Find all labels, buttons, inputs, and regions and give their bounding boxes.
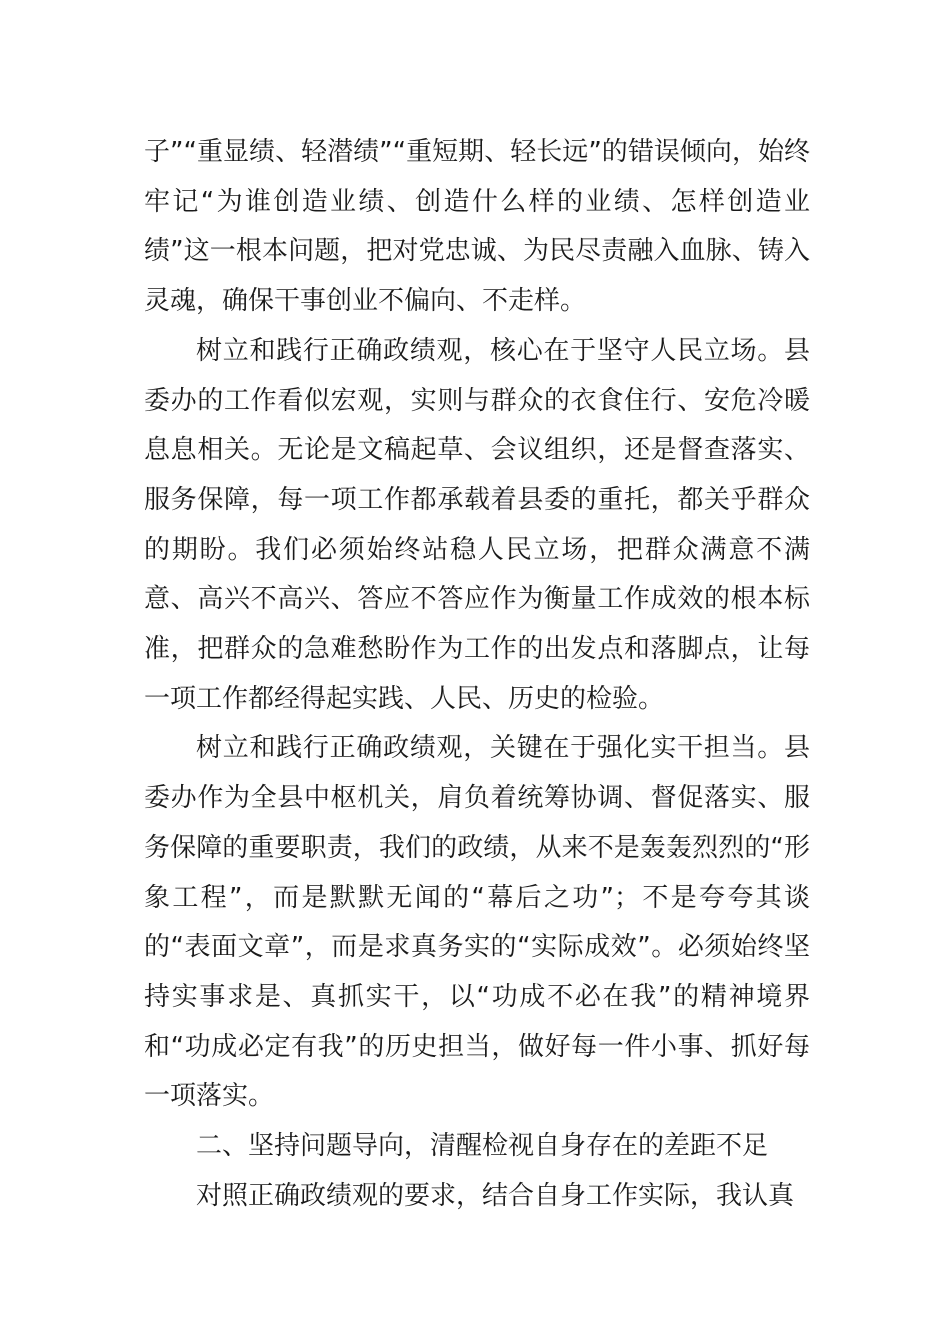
paragraph-self-review: 对照正确政绩观的要求，结合自身工作实际，我认真 xyxy=(196,1180,795,1211)
paragraph-continued: 子”“重显绩、轻潜绩”“重短期、轻长远”的错误倾向，始终牢记“为谁创造业绩、创造什么样的业绩、怎样创造业绩”这一根本问题，把对党忠诚、为民尽责融入血脉、铸入灵魂，确保干事创业不偏向、不走样。 xyxy=(144,137,810,317)
section-heading: 二、坚持问题导向，清醒检视自身存在的差距不足 xyxy=(196,1131,769,1162)
document-body xyxy=(144,128,810,1221)
paragraph-key-practical-work: 树立和践行正确政绩观，关键在于强化实干担当。县委办作为全县中枢机关，肩负着统筹协调、督促落实、服务保障的重要职责，我们的政绩，从来不是轰轰烈烈的“形象工程”，而是默默无闻的“幕后之功”；不是夸夸其谈的“表面文章”，而是求真务实的“实际成效”。必须始终坚持实事求是、真抓实干，以“功成不必在我”的精神境界和“功成必定有我”的历史担当，做好每一件小事、抓好每一项落实。 xyxy=(144,733,810,1112)
paragraph-core-people-stance: 树立和践行正确政绩观，核心在于坚守人民立场。县委办的工作看似宏观，实则与群众的衣食住行、安危冷暖息息相关。无论是文稿起草、会议组织，还是督查落实、服务保障，每一项工作都承载着县委的重托，都关乎群众的期盼。我们必须始终站稳人民立场，把群众满意不满意、高兴不高兴、答应不答应作为衡量工作成效的根本标准，把群众的急难愁盼作为工作的出发点和落脚点，让每一项工作都经得起实践、人民、历史的检验。 xyxy=(144,335,810,714)
